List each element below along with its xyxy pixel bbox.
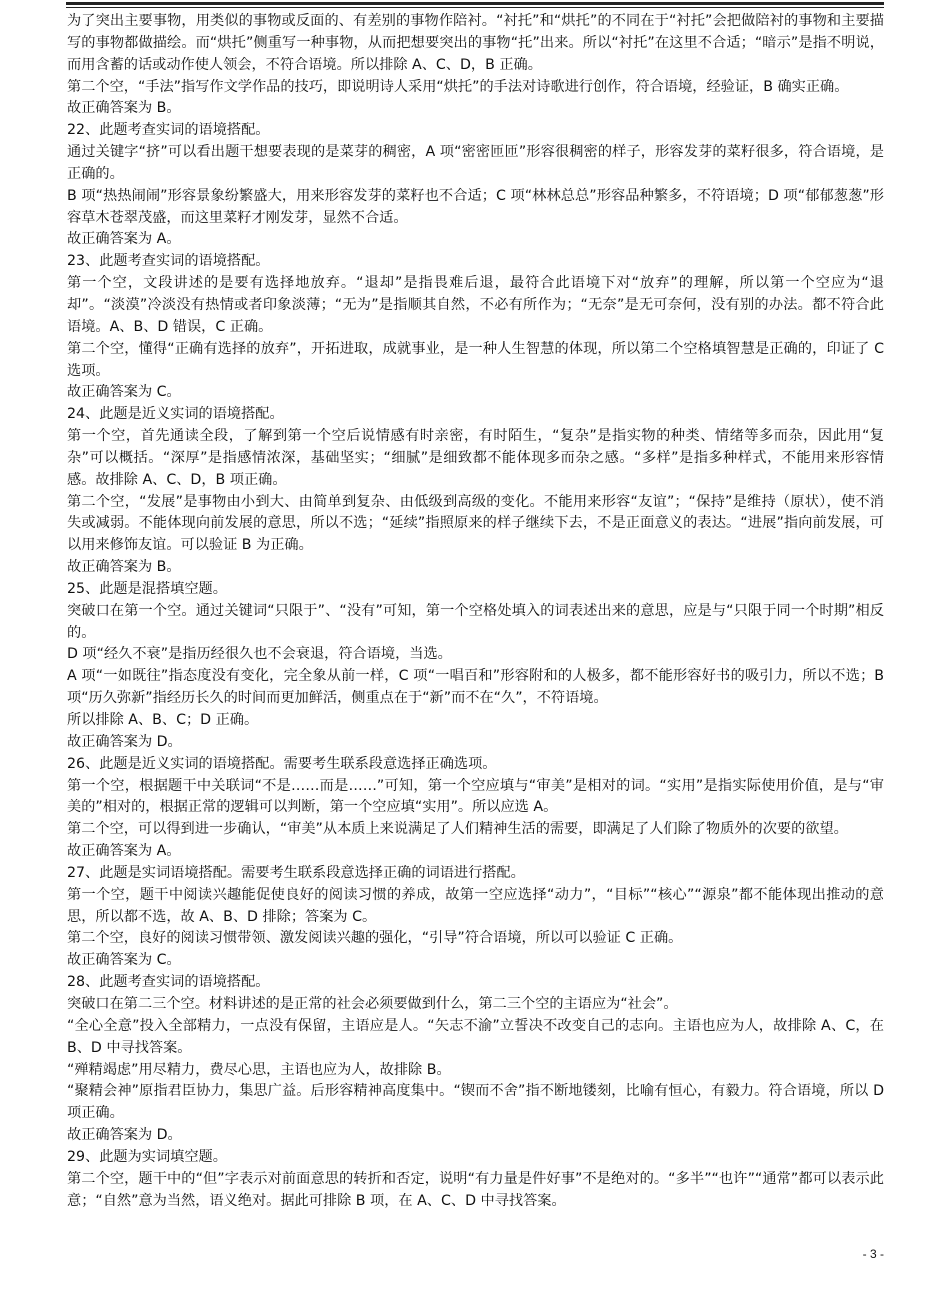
paragraph: 第一个空，根据题干中关联词“不是……而是……”可知，第一个空应填与“审美”是相对的词。“实用”是指实际使用价值，是与“审美的”相对的，根据正常的逻辑可以判断，第一个空应填“实用”。所以应选 A。 — [67, 777, 884, 816]
paragraph: A 项“一如既往”指态度没有变化，完全象从前一样，C 项“一唱百和”形容附和的人极多，都不能形容好书的吸引力，所以不选；B 项“历久弥新”指经历长久的时间而更加鲜活，侧重点在于“新”而不在“久”，不符语境。 — [67, 668, 884, 707]
question-heading: 27、此题是实词语境搭配。需要考生联系段意选择正确的词语进行搭配。 — [67, 864, 525, 881]
paragraph: 第二个空，懂得“正确有选择的放弃”，开拓进取，成就事业，是一种人生智慧的体现，所以第二个空格填智慧是正确的，印证了 C 选项。 — [67, 340, 884, 379]
question-heading: 28、此题考查实词的语境搭配。 — [67, 974, 270, 991]
paragraph: 第二个空，题干中的“但”字表示对前面意思的转折和否定，说明“有力量是件好事”不是绝对的。“多半”“也许”“通常”都可以表示此意；“自然”意为当然，语义绝对。据此可排除 B 项，在 A、C、D 中寻找答案。 — [67, 1170, 884, 1209]
question-heading: 23、此题考查实词的语境搭配。 — [67, 253, 270, 270]
paragraph: 故正确答案为 B。 — [67, 559, 181, 576]
paragraph: 第二个空，可以得到进一步确认，“审美”从本质上来说满足了人们精神生活的需要，即满足了人们除了物质外的次要的欲望。 — [67, 821, 848, 838]
paragraph: 为了突出主要事物，用类似的事物或反面的、有差别的事物作陪衬。“衬托”和“烘托”的不同在于“衬托”会把做陪衬的事物和主要描写的事物都做描绘。而“烘托”侧重写一种事物，从而把想要突出的事物“托”出来。所以“衬托”在这里不合适；“暗示”是指不明说，而用含蓄的话或动作使人领会，不符合语境。所以排除 A、C、D，B 正确。 — [67, 13, 884, 73]
paragraph: 第一个空，首先通读全段，了解到第一个空后说情感有时亲密，有时陌生，“复杂”是指实物的种类、情绪等多而杂，因此用“复杂”可以概括。“深厚”是指感情浓深，基础坚实；“细腻”是细致都不能体现多而杂之感。“多样”是指多种样式，不能用来形容情感。故排除 A、C、D，B 项正确。 — [67, 428, 884, 488]
question-heading: 26、此题是近义实词的语境搭配。需要考生联系段意选择正确选项。 — [67, 755, 497, 772]
paragraph: 第二个空，“手法”指写作文学作品的技巧，即说明诗人采用“烘托”的手法对诗歌进行创作，符合语境，经验证，B 确实正确。 — [67, 78, 849, 95]
paragraph: 故正确答案为 C。 — [67, 952, 181, 969]
paragraph: “殚精竭虑”用尽精力，费尽心思，主语也应为人，故排除 B。 — [67, 1061, 451, 1078]
header-rule-thick — [66, 2, 884, 5]
question-heading: 24、此题是近义实词的语境搭配。 — [67, 406, 284, 423]
paragraph: 第一个空，题干中阅读兴趣能促使良好的阅读习惯的养成，故第一空应选择“动力”，“目标”“核心”“源泉”都不能体现出推动的意思，所以都不选，故 A、B、D 排除；答案为 C。 — [67, 886, 884, 925]
question-heading: 29、此题为实词填空题。 — [67, 1148, 227, 1165]
paragraph: 第二个空，“发展”是事物由小到大、由简单到复杂、由低级到高级的变化。不能用来形容“友谊”；“保持”是维持（原状），使不消失或减弱。不能体现向前发展的意思，所以不选；“延续”指照原来的样子继续下去，不是正面意义的表达。“进展”指向前发展，可以用来修饰友谊。可以验证 B 为正确。 — [67, 493, 884, 554]
paragraph: 第二个空，良好的阅读习惯带领、激发阅读兴趣的强化，“引导”符合语境，所以可以验证 C 正确。 — [67, 930, 683, 947]
header-rule-thin — [66, 7, 884, 8]
paragraph: 故正确答案为 A。 — [67, 231, 181, 248]
paragraph: 故正确答案为 A。 — [67, 843, 181, 860]
page-number: - 3 - — [862, 1247, 884, 1261]
paragraph: “全心全意”投入全部精力，一点没有保留，主语应是人。“矢志不渝”立誓决不改变自己的志向。主语也应为人，故排除 A、C，在 B、D 中寻找答案。 — [67, 1017, 884, 1056]
paragraph: 通过关键字“挤”可以看出题干想要表现的是菜芽的稠密，A 项“密密匝匝”形容很稠密的样子，形容发芽的菜籽很多，符合语境，是正确的。 — [67, 144, 884, 182]
paragraph: 突破口在第二三个空。材料讲述的是正常的社会必须要做到什么，第二三个空的主语应为“社会”。 — [67, 995, 678, 1012]
paragraph: B 项“热热闹闹”形容景象纷繁盛大，用来形容发芽的菜籽也不合适；C 项“林林总总”形容品种繁多，不符语境；D 项“郁郁葱葱”形容草木苍翠茂盛，而这里菜籽才刚发芽，显然不合适。 — [67, 187, 884, 226]
answer-explanations-body — [67, 11, 884, 1212]
paragraph: 故正确答案为 C。 — [67, 384, 181, 401]
question-heading: 25、此题是混搭填空题。 — [67, 580, 227, 597]
paragraph: 故正确答案为 D。 — [67, 1127, 182, 1144]
paragraph: 所以排除 A、B、C；D 正确。 — [67, 712, 259, 728]
paragraph: 故正确答案为 B。 — [67, 100, 181, 117]
paragraph: D 项“经久不衰”是指历经很久也不会衰退，符合语境，当选。 — [67, 646, 452, 663]
paragraph: 故正确答案为 D。 — [67, 733, 182, 750]
question-heading: 22、此题考查实词的语境搭配。 — [67, 122, 270, 139]
paragraph: 第一个空，文段讲述的是要有选择地放弃。“退却”是指畏难后退，最符合此语境下对“放弃”的理解，所以第一个空应为“退却”。“淡漠”冷淡没有热情或者印象淡薄；“无为”是指顺其自然，不必有所作为；“无奈”是无可奈何，没有别的办法。都不符合此语境。A、B、D 错误，C 正确。 — [67, 275, 884, 335]
paragraph: “聚精会神”原指君臣协力，集思广益。后形容精神高度集中。“锲而不舍”指不断地镂刻，比喻有恒心，有毅力。符合语境，所以 D 项正确。 — [67, 1083, 884, 1122]
paragraph: 突破口在第一个空。通过关键词“只限于”、“没有”可知，第一个空格处填入的词表述出来的意思，应是与“只限于同一个时期”相反的。 — [67, 602, 884, 641]
